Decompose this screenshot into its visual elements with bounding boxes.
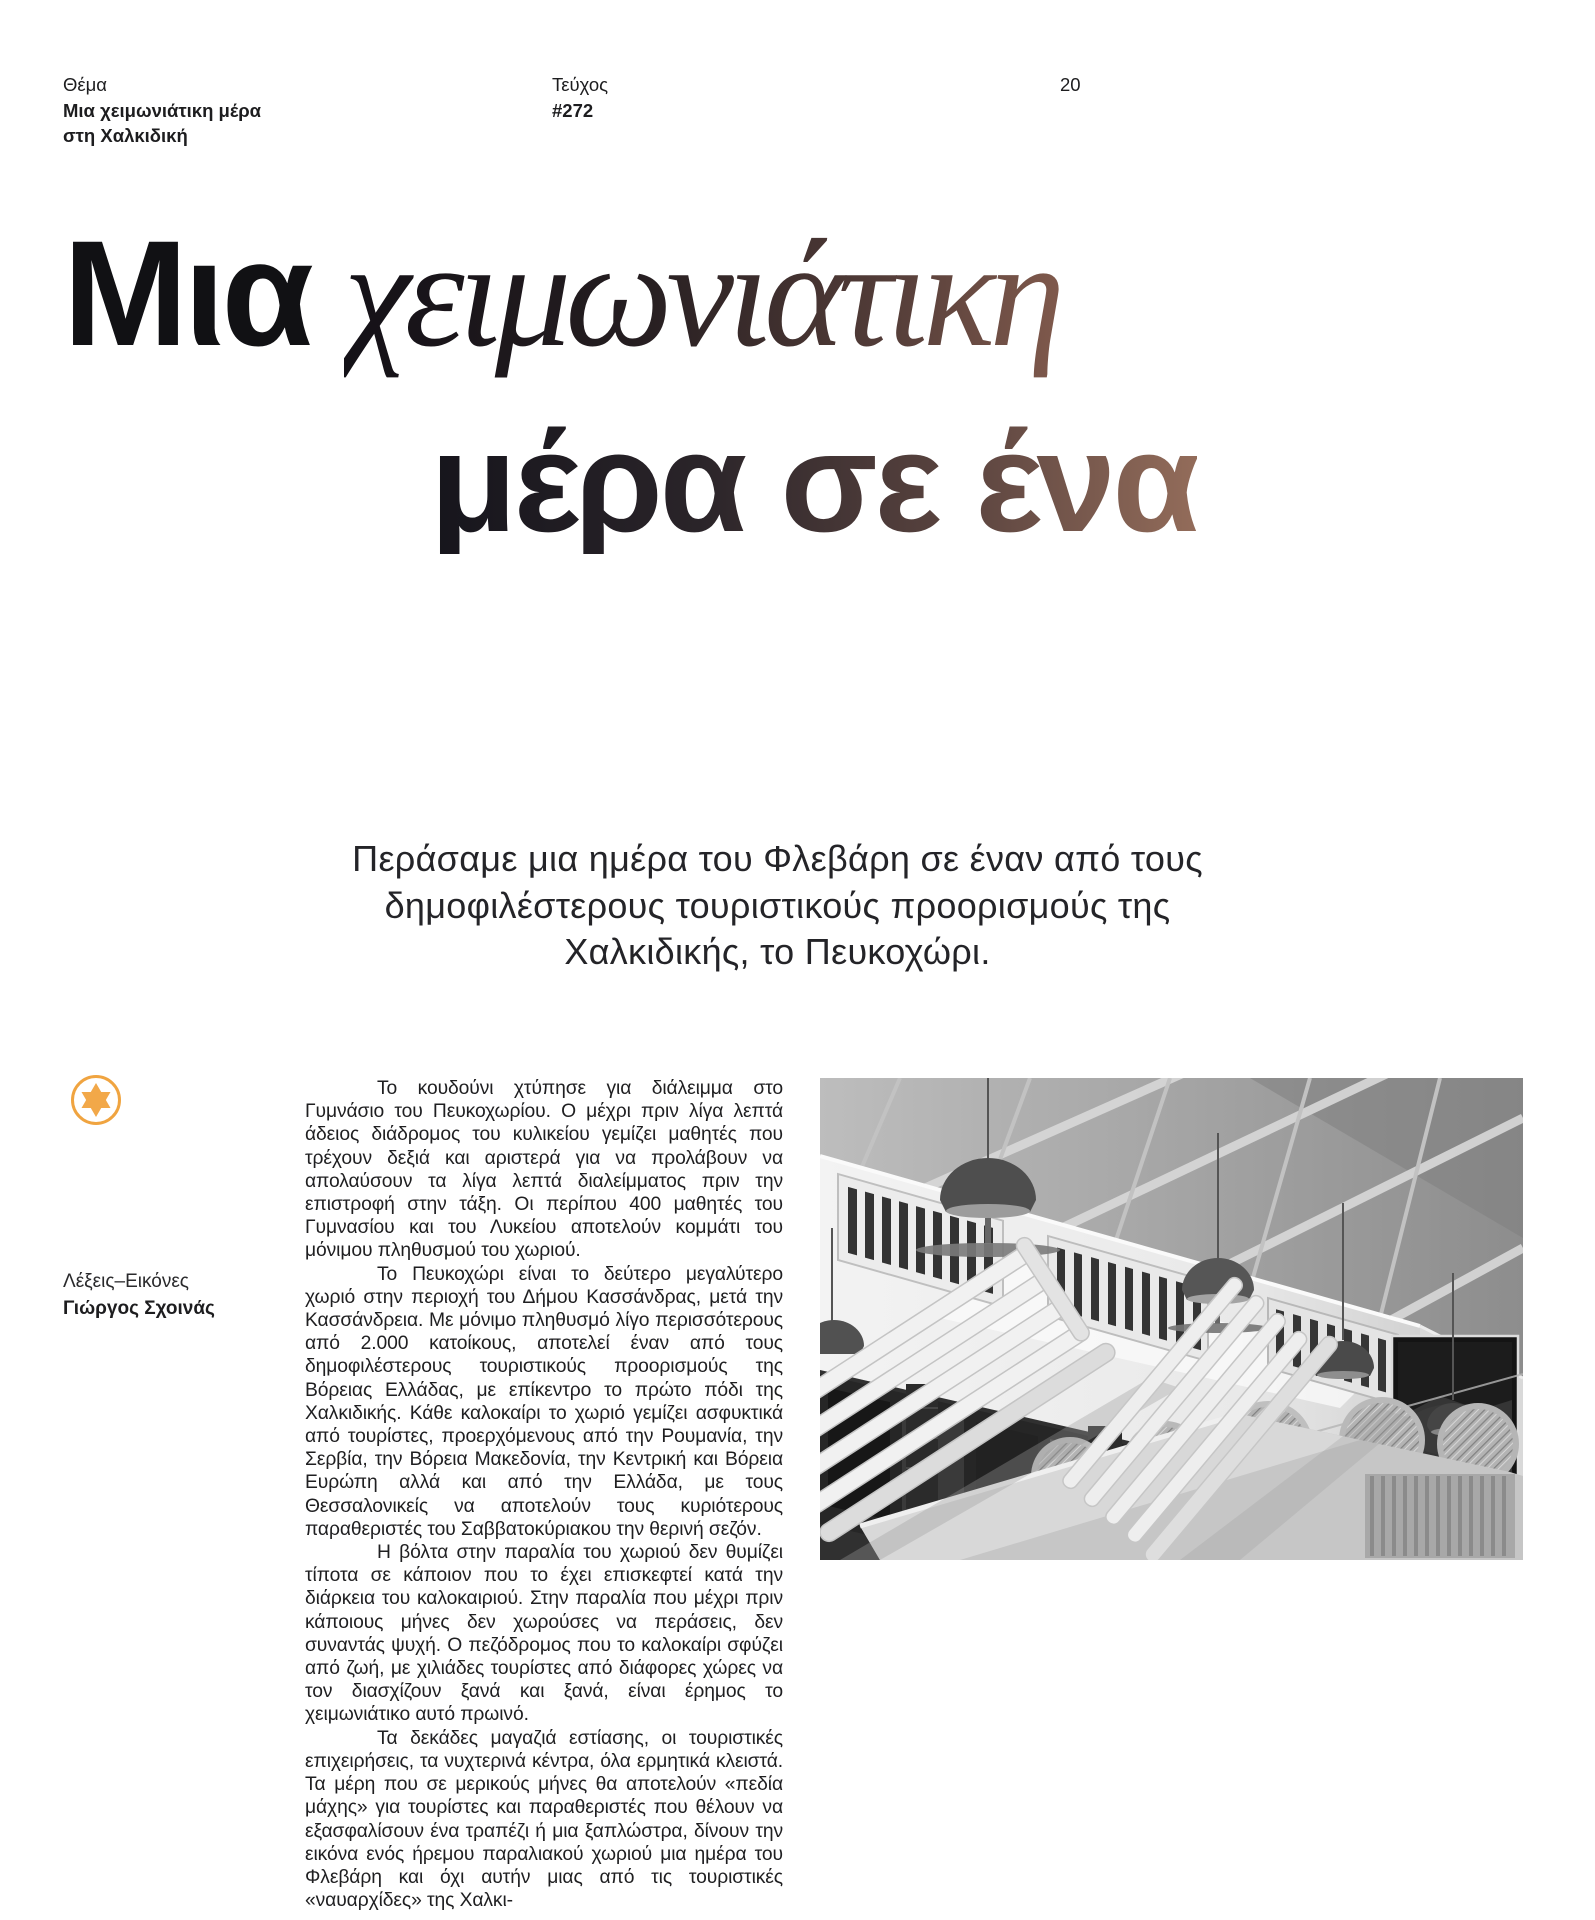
byline-author: Γιώργος Σχοινάς: [63, 1298, 215, 1319]
byline: [63, 1268, 215, 1322]
topic-label: Θέμα: [63, 74, 107, 95]
headline-line1: [63, 209, 1197, 378]
star-icon: [70, 1074, 122, 1126]
headline-word-sans: Μια: [63, 209, 310, 377]
standfirst-line: Χαλκιδικής, το Πευκοχώρι.: [564, 931, 991, 972]
page-number: 20: [1060, 74, 1081, 95]
headline: [63, 209, 1197, 562]
issue-number: #272: [552, 99, 594, 121]
headline-line2: μέρα σε ένα: [430, 403, 1197, 562]
issue-label: Τεύχος: [552, 74, 609, 95]
article-photo: [820, 1078, 1523, 1560]
topic-title-line2: στη Χαλκιδική: [63, 125, 188, 146]
article-paragraph: Η βόλτα στην παραλία του χωριού δεν θυμίζει τίποτα σε κάποιον που το έχει επισκεφτεί κατά την διάρκεια του καλοκαιριού. Στην παραλία που μέχρι πριν κάποιους μήνες δεν χωρούσες να περάσεις, δεν συναντάς ψυχή. Ο πεζόδρομος που το καλοκαίρι σφύζει από ζωή, με χιλιάδες τουρίστες από διάφορες χώρες να τον διασχίζουν ξανά και ξανά, είναι έρημος το χειμωνιάτικο αυτό πρωινό.: [305, 1542, 783, 1726]
article-paragraph: Το κουδούνι χτύπησε για διάλειμμα στο Γυμνάσιο του Πευκοχωρίου. Ο μέχρι πριν λίγα λεπτά άδειος διάδρομος του κυλικείου γεμίζει μαθητές που τρέχουν δεξιά και αριστερά για να προλάβουν να απολαύσουν τα λίγα λεπτά διαλείμματος πριν την επιστροφή στην τάξη. Οι περίπου 400 μαθητές του Γυμνασίου και του Λυκείου αποτελούν κομμάτι του μόνιμου πληθυσμού του χωριού.: [305, 1078, 783, 1262]
masthead-issue: [552, 72, 608, 123]
article-body: [305, 1077, 783, 1912]
masthead-topic: [63, 72, 261, 149]
byline-label: Λέξεις–Εικόνες: [63, 1271, 189, 1292]
article-paragraph: Τα δεκάδες μαγαζιά εστίασης, οι τουριστικές επιχειρήσεις, τα νυχτερινά κέντρα, όλα ερμητικά κλειστά. Τα μέρη που σε μερικούς μήνες θα αποτελούν «πεδία μάχης» για τουρίστες και παραθεριστές που θέλουν να εξασφαλίσουν ένα τραπέζι ή μια ξαπλώστρα, δίνουν την εικόνα ενός ήρεμου παραλιακού χωριού μια ημέρα του Φλεβάρη και όχι αυτήν μιας από τις τουριστικές «ναυαρχίδες» της Χαλκι-: [305, 1727, 783, 1912]
standfirst-line: δημοφιλέστερους τουριστικούς προορισμούς της: [384, 884, 1171, 926]
standfirst-line: Περάσαμε μια ημέρα του Φλεβάρη σε έναν από τους: [352, 838, 1203, 879]
topic-title-line1: Μια χειμωνιάτικη μέρα: [63, 99, 262, 121]
standfirst: [235, 836, 1320, 976]
article-paragraph: Το Πευκοχώρι είναι το δεύτερο μεγαλύτερο χωριό στην περιοχή του Δήμου Κασσάνδρας, μετά την Κασσάνδρεια. Με μόνιμο πληθυσμό λίγο περισσότερους από 2.000 κατοίκους, αποτελεί έναν από τους δημοφιλέστερους τουριστικούς προορισμούς της Βόρειας Ελλάδας, με επίκεντρο το πρώτο πόδι της Χαλκιδικής. Κάθε καλοκαίρι το χωριό γεμίζει ασφυκτικά από τουρίστες, προερχόμενους από την Ρουμανία, την Σερβία, την Βόρεια Μακεδονία, την Κεντρική και Βόρεια Ευρώπη αλλά και από την Ελλάδα, με τους Θεσσαλονικείς να αποτελούν τους κυριότερους παραθεριστές του Σαββατοκύριακου την θερινή σεζόν.: [305, 1263, 783, 1540]
headline-word-serif: χειμωνιάτικη: [343, 210, 1059, 378]
